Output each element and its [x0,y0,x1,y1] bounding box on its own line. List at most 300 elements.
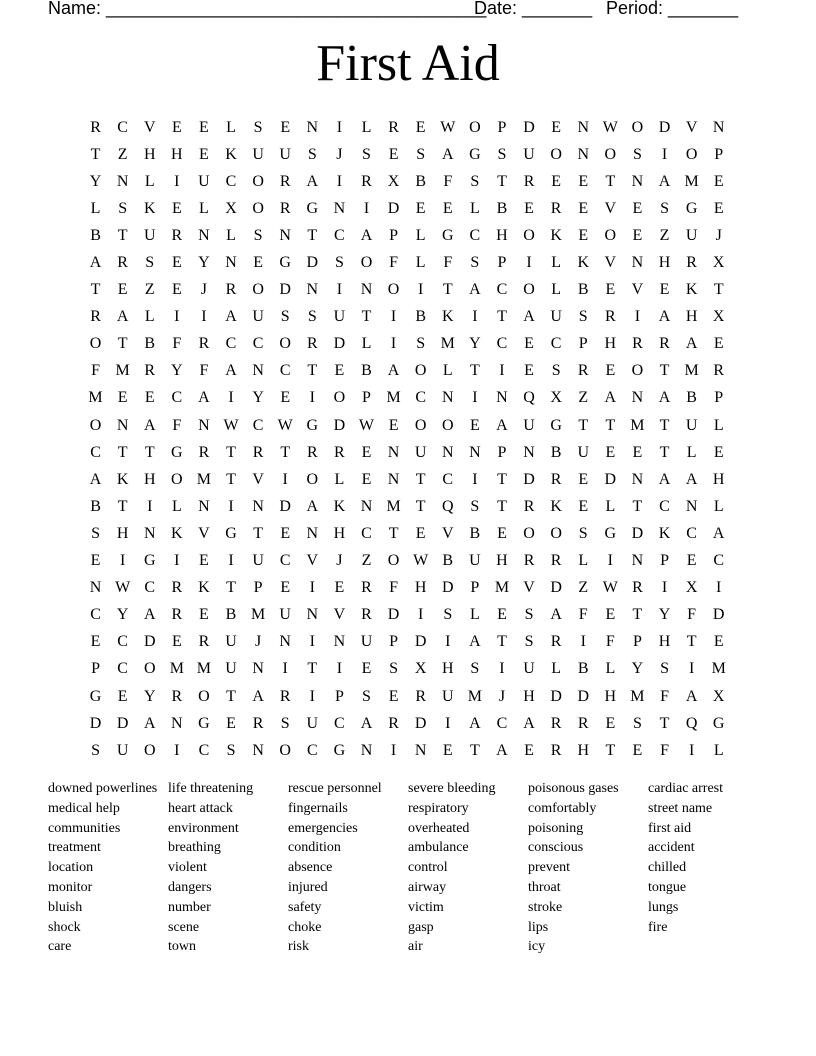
grid-cell: P [660,552,669,570]
grid-cell: Z [578,579,589,597]
grid-cell: C [279,552,291,570]
grid-cell: N [469,443,481,461]
grid-cell: T [226,470,236,488]
grid-cell: N [496,389,508,407]
grid-cell: M [494,579,510,597]
grid-cell: X [414,660,427,678]
grid-cell: O [550,145,562,163]
grid-cell: V [523,579,535,597]
grid-cell: O [469,118,481,136]
grid-cell: E [253,254,263,272]
grid-cell: G [171,443,183,461]
word-list-item: bluish [48,899,83,915]
word-list-item: dangers [168,879,212,895]
grid-cell: E [280,389,291,407]
grid-cell: E [415,118,426,136]
word-list-item: communities [48,820,121,836]
word-list-item: number [168,899,211,915]
grid-cell: E [605,443,616,461]
word-list-item: breathing [168,840,221,856]
grid-cell: I [607,552,613,570]
grid-row [82,114,732,141]
grid-cell: N [306,606,319,624]
grid-cell: S [91,741,100,759]
grid-cell: S [389,660,399,678]
grid-cell: I [119,552,126,570]
grid-cell: U [523,660,535,678]
grid-cell: S [307,145,317,163]
grid-cell: I [282,470,288,488]
grid-cell: I [201,308,207,326]
grid-cell: L [415,254,426,272]
grid-cell: K [143,199,156,217]
grid-cell: N [116,416,129,434]
grid-cell: V [143,118,156,136]
grid-cell: W [440,118,456,136]
grid-cell: A [496,741,508,759]
grid-cell: S [632,145,642,163]
grid-cell: I [472,470,478,488]
word-list-item: comfortably [528,800,597,816]
grid-cell: L [361,118,372,136]
grid-cell: D [577,687,590,705]
grid-cell: E [144,389,155,407]
grid-cell: T [388,524,399,542]
grid-cell: F [578,606,588,624]
grid-cell: E [388,145,399,163]
grid-cell: I [499,660,505,678]
grid-cell: N [252,741,264,759]
grid-cell: C [334,226,345,244]
grid-cell: I [147,497,153,515]
word-list-item: emergencies [288,820,358,836]
grid-cell: A [685,687,698,705]
word-column [288,779,408,957]
grid-cell: N [279,226,291,244]
grid-cell: C [117,660,128,678]
grid-cell: A [658,389,671,407]
grid-cell: J [200,281,208,299]
word-list-item: airway [408,879,447,895]
word-list-item: rescue personnel [288,781,382,796]
grid-cell: D [414,633,427,651]
grid-cell: N [252,362,264,380]
grid-cell: D [712,606,725,624]
grid-cell: C [469,226,481,244]
grid-cell: D [604,470,617,488]
grid-cell: F [443,254,453,272]
grid-cell: U [143,226,156,244]
grid-cell: A [116,308,129,326]
grid-cell: D [631,524,644,542]
grid-cell: L [199,199,209,217]
grid-cell: E [713,443,724,461]
grid-cell: R [604,308,616,326]
grid-cell: U [279,145,291,163]
grid-cell: R [306,443,318,461]
grid-cell: Z [144,281,155,299]
grid-cell: N [333,199,346,217]
grid-cell: S [470,172,480,190]
grid-cell: O [387,281,400,299]
grid-cell: P [389,633,399,651]
grid-cell: U [685,416,698,434]
grid-cell: R [659,335,670,353]
grid-cell: E [415,524,426,542]
grid-cell: L [551,660,562,678]
word-list-item: absence [288,860,333,876]
grid-cell: N [360,281,373,299]
grid-row [82,737,732,764]
grid-cell: X [225,199,237,217]
word-list-item: street name [648,800,713,816]
grid-cell: E [524,362,534,380]
grid-cell: R [577,714,589,732]
grid-cell: A [685,335,698,353]
word-list-item: medical help [48,800,120,816]
grid-cell: N [414,741,427,759]
grid-cell: S [497,145,507,163]
grid-cell: E [605,606,616,624]
grid-cell: I [309,389,315,407]
grid-cell: A [143,416,156,434]
grid-cell: K [333,497,346,515]
grid-cell: O [550,524,562,542]
grid-cell: C [144,579,156,597]
grid-cell: I [418,606,424,624]
grid-cell: I [688,660,695,678]
grid-cell: E [713,633,724,651]
grid-cell: E [578,497,589,515]
grid-cell: O [604,226,617,244]
grid-cell: N [225,254,237,272]
grid-cell: Z [659,226,670,244]
grid-cell: A [225,362,237,380]
grid-cell: I [309,687,315,705]
grid-row [82,249,732,276]
grid-cell: N [523,443,535,461]
grid-cell: Y [631,660,644,678]
grid-cell: C [306,741,318,759]
word-list-item: fire [648,919,668,935]
word-list-item: overheated [408,820,470,836]
grid-cell: C [334,714,345,732]
grid-cell: A [496,416,508,434]
grid-cell: E [280,118,291,136]
grid-cell: U [523,416,535,434]
grid-cell: R [686,254,697,272]
grid-cell: W [602,118,618,136]
grid-cell: I [661,145,668,163]
grid-cell: E [442,199,453,217]
grid-cell: E [280,524,291,542]
grid-cell: I [336,172,343,190]
grid-cell: C [442,470,454,488]
grid-cell: R [279,172,291,190]
grid-cell: G [685,199,698,217]
grid-cell: N [631,172,644,190]
grid-cell: A [89,254,102,272]
grid-cell: R [171,606,183,624]
grid-row [82,385,732,412]
grid-cell: R [117,254,128,272]
grid-cell: R [632,579,643,597]
grid-cell: N [387,443,400,461]
grid-cell: R [388,118,399,136]
name-field[interactable]: Name: ______________________________________ [48,0,487,18]
grid-cell: I [390,335,397,353]
grid-cell: U [523,145,535,163]
word-list-item: condition [288,840,341,856]
grid-cell: G [333,741,346,759]
grid-row [82,466,732,493]
grid-cell: A [360,226,373,244]
grid-cell: S [470,254,480,272]
word-list-item: accident [648,840,695,856]
grid-cell: I [309,579,315,597]
grid-cell: U [225,633,237,651]
grid-cell: C [90,606,101,624]
grid-cell: F [91,362,100,380]
date-field[interactable]: Date: _______ [474,0,593,18]
grid-cell: T [415,470,426,488]
grid-cell: C [225,172,237,190]
grid-cell: N [279,633,291,651]
grid-cell: T [280,443,291,461]
grid-cell: H [414,579,427,597]
grid-cell: U [577,443,590,461]
grid-cell: K [441,308,454,326]
grid-cell: L [469,199,480,217]
word-list-item: first aid [648,820,692,836]
grid-cell: E [659,281,670,299]
grid-cell: T [497,497,507,515]
grid-cell: T [605,741,616,759]
grid-cell: U [685,226,698,244]
grid-row [82,493,732,520]
word-column [48,779,168,957]
grid-row [82,168,732,195]
grid-cell: I [336,281,343,299]
grid-cell: T [307,660,318,678]
page-title: First Aid [316,35,500,92]
grid-cell: R [171,687,183,705]
grid-cell: K [550,226,562,244]
grid-cell: P [714,145,724,163]
grid-cell: P [470,579,480,597]
grid-cell: R [279,199,291,217]
grid-cell: T [469,362,480,380]
grid-cell: M [684,172,699,190]
grid-cell: L [334,470,345,488]
grid-row [82,629,732,656]
grid-row [82,222,732,249]
grid-cell: E [171,281,182,299]
grid-cell: K [198,579,210,597]
grid-cell: D [89,714,102,732]
grid-cell: B [577,660,589,678]
grid-cell: A [604,389,617,407]
grid-cell: R [171,579,183,597]
grid-cell: S [226,741,236,759]
grid-cell: T [117,335,128,353]
grid-cell: K [577,254,590,272]
grid-cell: A [252,687,264,705]
grid-cell: S [578,524,588,542]
grid-row [82,710,732,737]
grid-cell: O [252,199,264,217]
word-list-item: town [168,939,196,955]
grid-cell: X [712,687,725,705]
grid-cell: T [659,714,670,732]
grid-row [82,575,732,602]
grid-cell: F [172,335,182,353]
grid-row [82,331,732,358]
grid-cell: K [171,524,183,542]
grid-cell: N [631,470,644,488]
grid-cell: D [306,254,319,272]
grid-cell: E [578,172,589,190]
grid-cell: E [171,633,182,651]
grid-cell: P [389,226,399,244]
grid-cell: N [171,714,183,732]
period-field[interactable]: Period: _______ [606,0,739,18]
grid-cell: P [497,443,507,461]
grid-cell: E [117,281,128,299]
grid-cell: T [497,172,507,190]
word-list-item: tongue [648,879,687,895]
grid-cell: W [115,579,131,597]
grid-cell: R [306,335,318,353]
grid-cell: C [198,741,210,759]
grid-cell: I [634,308,641,326]
grid-cell: D [279,281,291,299]
grid-cell: F [605,633,615,651]
grid-cell: N [252,660,264,678]
grid-cell: H [658,254,671,272]
grid-cell: C [279,362,291,380]
grid-cell: E [578,470,589,488]
grid-cell: A [658,470,671,488]
word-list-item: throat [528,879,561,895]
grid-cell: O [414,416,427,434]
grid-cell: C [496,714,508,732]
grid-cell: P [334,687,344,705]
grid-cell: R [550,633,562,651]
word-list-item: poisonous gases [528,781,619,796]
grid-cell: T [659,416,670,434]
grid-cell: N [631,254,644,272]
grid-cell: J [336,145,343,163]
grid-cell: O [523,524,535,542]
grid-cell: O [89,335,102,353]
grid-cell: L [551,254,562,272]
grid-cell: N [333,633,346,651]
grid-row [82,412,732,439]
grid-cell: R [577,362,589,380]
grid-cell: B [225,606,237,624]
grid-cell: E [686,552,697,570]
grid-cell: I [336,118,343,136]
grid-cell: I [390,741,397,759]
grid-cell: D [550,579,562,597]
word-list-item: violent [168,860,207,876]
grid-cell: M [467,687,482,705]
grid-cell: V [252,470,264,488]
grid-cell: D [116,714,129,732]
grid-cell: T [90,145,101,163]
grid-cell: U [469,552,481,570]
grid-cell: I [716,579,722,597]
grid-cell: R [415,687,426,705]
grid-cell: N [198,226,210,244]
grid-cell: Y [89,172,102,190]
grid-cell: R [252,443,264,461]
grid-cell: G [469,145,481,163]
grid-cell: R [550,741,562,759]
grid-cell: F [389,579,399,597]
grid-cell: H [441,660,454,678]
grid-cell: C [90,443,101,461]
word-list-item: stroke [528,899,563,915]
grid-cell: H [171,145,183,163]
grid-cell: I [174,741,180,759]
grid-cell: J [254,633,262,651]
grid-cell: I [418,281,424,299]
grid-cell: I [336,660,343,678]
grid-cell: N [198,416,210,434]
grid-cell: U [279,606,291,624]
grid-cell: P [578,335,588,353]
grid-cell: P [497,254,507,272]
grid-cell: F [687,606,697,624]
grid-cell: E [199,606,209,624]
grid-cell: G [306,416,319,434]
grid-cell: E [524,199,534,217]
grid-cell: U [414,443,427,461]
word-list-item: severe bleeding [408,781,496,796]
grid-cell: T [415,497,426,515]
grid-cell: E [199,118,209,136]
word-column [528,779,648,957]
grid-cell: L [686,443,697,461]
grid-row [82,141,732,168]
grid-cell: C [496,281,508,299]
grid-cell: G [225,524,237,542]
grid-cell: R [713,362,725,380]
grid-cell: N [252,497,264,515]
grid-cell: P [632,633,642,651]
grid-cell: A [712,524,725,542]
grid-cell: E [361,470,372,488]
word-column [408,779,528,957]
grid-cell: O [171,470,183,488]
grid-cell: P [91,660,100,678]
grid-cell: N [360,741,373,759]
grid-cell: R [550,552,562,570]
grid-cell: O [279,741,291,759]
word-list-item: cardiac arrest [648,781,723,796]
grid-cell: T [361,308,372,326]
grid-cell: R [550,199,562,217]
grid-cell: G [89,687,102,705]
grid-cell: C [415,389,426,407]
grid-cell: E [117,687,128,705]
grid-cell: I [472,308,478,326]
grid-row [82,656,732,683]
grid-cell: R [361,579,372,597]
grid-cell: A [658,172,671,190]
